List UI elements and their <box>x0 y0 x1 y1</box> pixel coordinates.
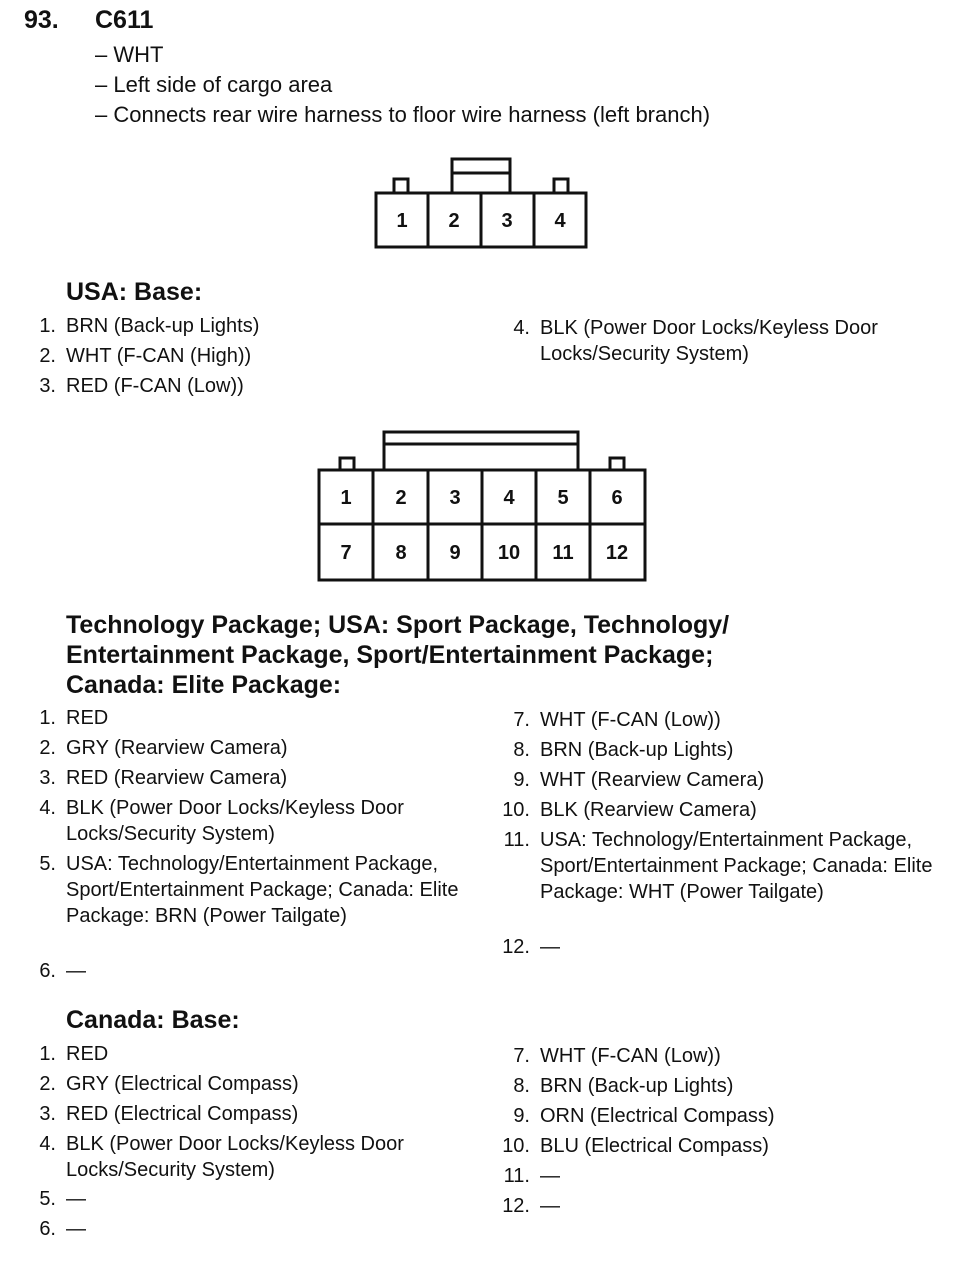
list-item: 6. — <box>39 960 86 982</box>
list-item: 7. WHT (F-CAN (Low)) <box>513 709 721 731</box>
connector-12pin-diagram <box>314 428 650 586</box>
canada-base-title: Canada: Base: <box>66 1006 240 1034</box>
list-item: 1. RED <box>39 707 109 729</box>
desc-color: – WHT <box>95 42 164 67</box>
pin-label: 2 <box>448 210 460 232</box>
list-item: 2. WHT (F-CAN (High)) <box>39 345 252 367</box>
list-item: 9. ORN (Electrical Compass) <box>513 1105 775 1127</box>
list-item: 6. — <box>39 1218 86 1240</box>
list-item: 8. BRN (Back-up Lights) <box>513 739 734 761</box>
pin-label: 11 <box>552 542 574 564</box>
list-item: 10. BLK (Rearview Camera) <box>502 799 757 821</box>
pin-label: 3 <box>501 210 513 232</box>
list-item: 5. — <box>39 1188 86 1210</box>
connector-code: C611 <box>95 6 154 34</box>
list-item: 2. GRY (Rearview Camera) <box>39 737 288 759</box>
list-item: 9. WHT (Rearview Camera) <box>513 769 765 791</box>
pin-label: 5 <box>557 487 569 509</box>
list-item: 4. BLK (Power Door Locks/Keyless Door Locks/Security System) <box>513 317 878 365</box>
list-item: 12. — <box>502 936 560 958</box>
list-item: 4. BLK (Power Door Locks/Keyless Door Locks/Security System) <box>39 1133 404 1181</box>
tech-package-title-line2: Entertainment Package, Sport/Entertainment Package; <box>66 641 714 669</box>
pin-label: 4 <box>503 487 515 509</box>
pin-label: 1 <box>396 210 408 232</box>
pin-label: 9 <box>449 542 461 564</box>
pin-label: 8 <box>395 542 407 564</box>
list-item: 3. RED (Electrical Compass) <box>39 1103 299 1125</box>
usa-base-title: USA: Base: <box>66 278 203 306</box>
list-item: 3. RED (F-CAN (Low)) <box>39 375 244 397</box>
pin-label: 2 <box>395 487 407 509</box>
list-item: 1. BRN (Back-up Lights) <box>39 315 260 337</box>
connector-4pin-diagram <box>370 155 594 255</box>
pin-label: 12 <box>605 542 629 564</box>
list-item: 8. BRN (Back-up Lights) <box>513 1075 734 1097</box>
list-item: 5. USA: Technology/Entertainment Package, Sport/Entertainment Package; Canada: Elite Package: BRN (Power Tailgate) <box>39 853 459 927</box>
list-item: 12. — <box>502 1195 560 1217</box>
pin-label: 7 <box>340 542 352 564</box>
list-item: 2. GRY (Electrical Compass) <box>39 1073 299 1095</box>
pin-label: 4 <box>554 210 566 232</box>
list-item: 4. BLK (Power Door Locks/Keyless Door Locks/Security System) <box>39 797 404 845</box>
list-item: 7. WHT (F-CAN (Low)) <box>513 1045 721 1067</box>
pin-label: 6 <box>611 487 623 509</box>
pin-label: 3 <box>449 487 461 509</box>
list-item: 10. BLU (Electrical Compass) <box>502 1135 769 1157</box>
list-item: 3. RED (Rearview Camera) <box>39 767 288 789</box>
desc-location: – Left side of cargo area <box>95 72 333 97</box>
pin-label: 10 <box>497 542 521 564</box>
tech-package-title-line3: Canada: Elite Package: <box>66 671 342 699</box>
pin-label: 1 <box>340 487 352 509</box>
tech-package-title-line1: Technology Package; USA: Sport Package, Technology/ <box>66 611 730 639</box>
item-number: 93. <box>24 6 59 34</box>
list-item: 11. USA: Technology/Entertainment Package, Sport/Entertainment Package; Canada: Elite Package: WHT (Power Tailgate) <box>503 829 933 903</box>
list-item: 11. — <box>503 1165 560 1187</box>
list-item: 1. RED <box>39 1043 109 1065</box>
desc-connects: – Connects rear wire harness to floor wire harness (left branch) <box>95 102 711 127</box>
